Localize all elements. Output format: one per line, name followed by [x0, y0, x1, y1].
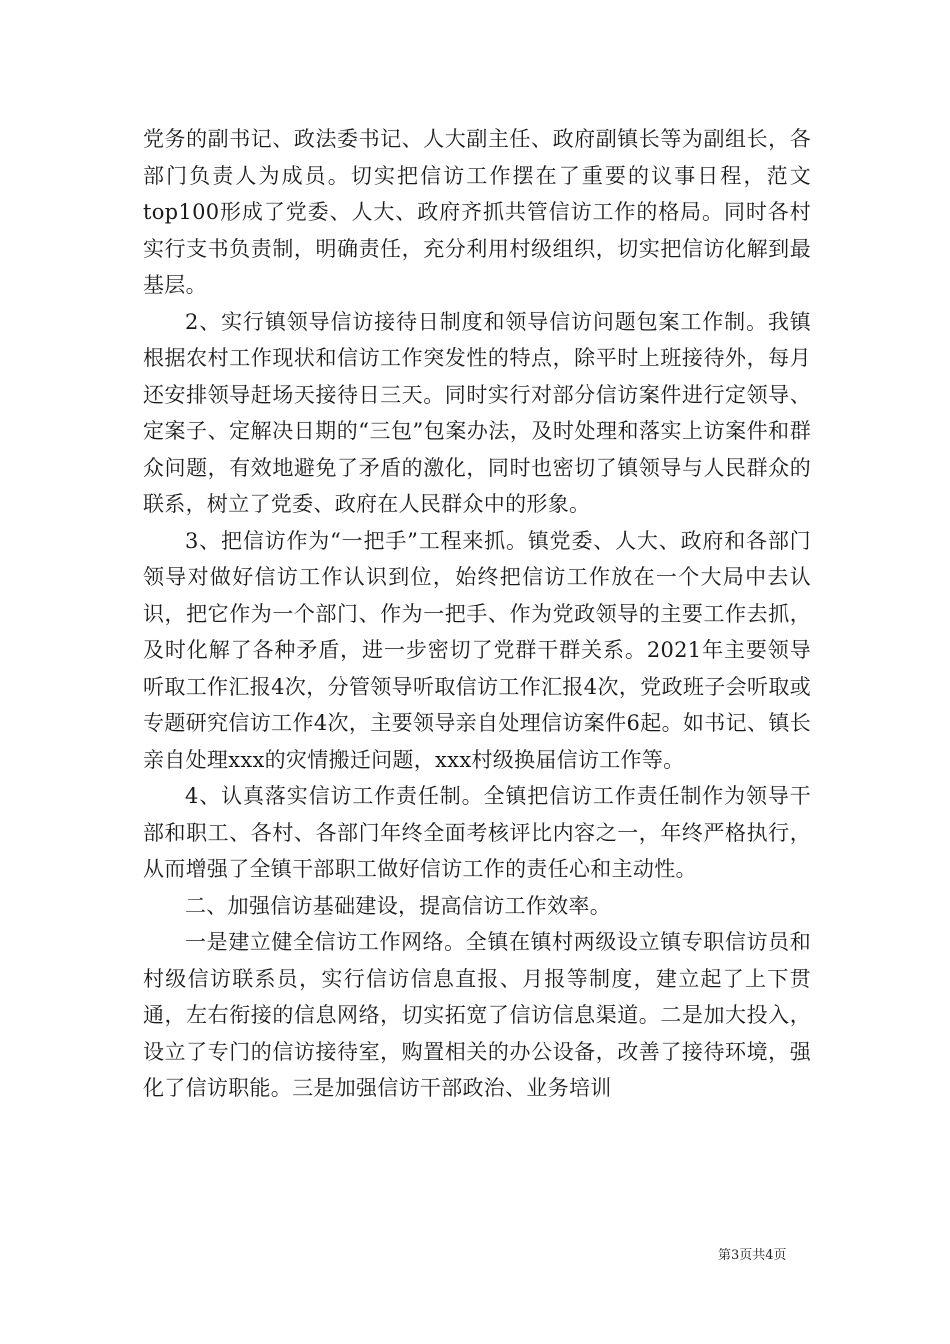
body-text: [143, 121, 811, 1107]
page-number-footer: 第3页共4页: [718, 1248, 787, 1263]
paragraph-item-3: 3、把信访作为“一把手”工程来抓。镇党委、人大、政府和各部门领导对做好信访工作认识到位，始终把信访工作放在一个大局中去认识，把它作为一个部门、作为一把手、作为党政领导的主要工作去抓，及时化解了各种矛盾，进一步密切了党群干群关系。2021年主要领导听取工作汇报4次，分管领导听取信访工作汇报4次，党政班子会听取或专题研究信访工作4次，主要领导亲自处理信访案件6起。如书记、镇长亲自处理xxx的灾情搬迁问题，xxx村级换届信访工作等。: [143, 528, 811, 772]
paragraph-network: 一是建立健全信访工作网络。全镇在镇村两级设立镇专职信访员和村级信访联系员，实行信访信息直报、月报等制度，建立起了上下贯通，左右衔接的信息网络，切实拓宽了信访信息渠道。二是加大投入，设立了专门的信访接待室，购置相关的办公设备，改善了接待环境，强化了信访职能。三是加强信访干部政治、业务培训: [143, 930, 811, 1100]
section-heading-2: 二、加强信访基础建设，提高信访工作效率。: [185, 893, 611, 918]
paragraph-continuation: 党务的副书记、政法委书记、人大副主任、政府副镇长等为副组长，各部门负责人为成员。切实把信访工作摆在了重要的议事日程，范文top100形成了党委、人大、政府齐抓共管信访工作的格局。同时各村实行支书负责制，明确责任，充分利用村级组织，切实把信访化解到最基层。: [143, 127, 811, 297]
paragraph-item-4: 4、认真落实信访工作责任制。全镇把信访工作责任制作为领导干部和职工、各村、各部门年终全面考核评比内容之一，年终严格执行，从而增强了全镇干部职工做好信访工作的责任心和主动性。: [143, 784, 811, 881]
paragraph-item-2: 2、实行镇领导信访接待日制度和领导信访问题包案工作制。我镇根据农村工作现状和信访工作突发性的特点，除平时上班接待外，每月还安排领导赶场天接待日三天。同时实行对部分信访案件进行定领导、定案子、定解决日期的“三包”包案办法，及时处理和落实上访案件和群众问题，有效地避免了矛盾的激化，同时也密切了镇领导与人民群众的联系，树立了党委、政府在人民群众中的形象。: [143, 309, 811, 516]
